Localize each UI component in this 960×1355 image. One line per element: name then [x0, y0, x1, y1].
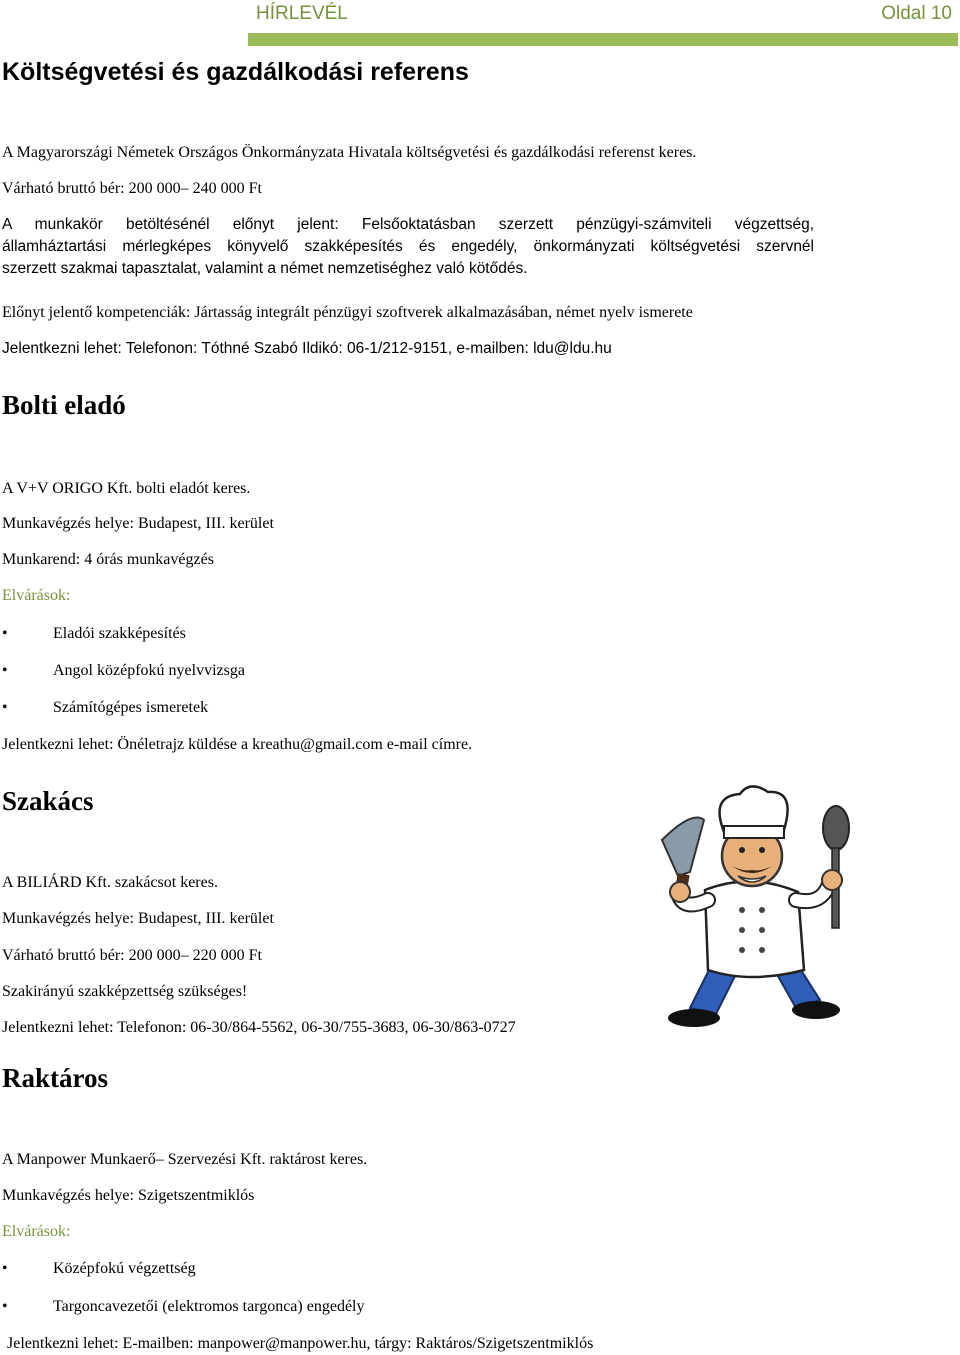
newsletter-label: HÍRLEVÉL — [256, 3, 348, 24]
s4-intro: A Manpower Munkaerő– Szervezési Kft. raktárost keres. — [2, 1151, 368, 1168]
list-item-text: Targoncavezetői (elektromos targonca) engedély — [53, 1298, 365, 1315]
s3-salary: Várható bruttó bér: 200 000– 220 000 Ft — [2, 947, 262, 964]
s1-req-line-2: államháztartási mérlegképes könyvelő szakképesítés és engedély, önkormányzati költségvetési szervnél — [2, 238, 814, 255]
s3-apply: Jelentkezni lehet: Telefonon: 06-30/864-5562, 06-30/755-3683, 06-30/863-0727 — [2, 1019, 516, 1036]
s2-location: Munkavégzés helye: Budapest, III. kerület — [2, 515, 274, 532]
section-title-szakacs: Szakács — [2, 786, 94, 816]
section-title-raktaros: Raktáros — [2, 1063, 109, 1093]
s2-intro: A V+V ORIGO Kft. bolti eladót keres. — [2, 480, 251, 497]
s2-schedule: Munkarend: 4 órás munkavégzés — [2, 551, 214, 568]
s1-apply: Jelentkezni lehet: Telefonon: Tóthné Szabó Ildikó: 06-1/212-9151, e-mailben: ldu@ldu.hu — [2, 340, 612, 357]
list-item-text: Eladói szakképesítés — [53, 625, 186, 642]
s1-competencies: Előnyt jelentő kompetenciák: Jártasság integrált pénzügyi szoftverek alkalmazásában, német nyelv ismerete — [2, 304, 693, 321]
s1-requirements — [2, 214, 814, 280]
section-title-referens: Költségvetési és gazdálkodási referens — [2, 58, 469, 86]
page-number: Oldal 10 — [881, 3, 952, 24]
bullet-icon: • — [2, 625, 8, 642]
section-title-bolti-elado: Bolti eladó — [2, 390, 126, 420]
s1-intro: A Magyarországi Németek Országos Önkormányzata Hivatala költségvetési és gazdálkodási referenst keres. — [2, 144, 697, 161]
bullet-icon: • — [2, 699, 8, 716]
s3-intro: A BILIÁRD Kft. szakácsot keres. — [2, 874, 218, 891]
s1-req-line-1: A munkakör betöltésénél előnyt jelent: Felsőoktatásban szerzett pénzügyi-számviteli végzettség, — [2, 216, 814, 233]
s4-apply: Jelentkezni lehet: E-mailben: manpower@manpower.hu, tárgy: Raktáros/Szigetszentmiklós — [7, 1335, 594, 1352]
list-item-text: Középfokú végzettség — [53, 1260, 196, 1277]
s1-req-line-3: szerzett szakmai tapasztalat, valamint a német nemzetiséghez való kötődés. — [2, 260, 528, 277]
bullet-icon: • — [2, 662, 8, 679]
s1-salary: Várható bruttó bér: 200 000– 240 000 Ft — [2, 180, 262, 197]
s4-requirements-label: Elvárások: — [2, 1223, 71, 1240]
bullet-icon: • — [2, 1260, 8, 1277]
s3-location: Munkavégzés helye: Budapest, III. kerület — [2, 910, 274, 927]
header-bar — [248, 33, 958, 46]
chef-illustration — [620, 780, 882, 1032]
s4-location: Munkavégzés helye: Szigetszentmiklós — [2, 1187, 255, 1204]
s3-qualification: Szakirányú szakképzettség szükséges! — [2, 983, 248, 1000]
s2-requirements-label: Elvárások: — [2, 587, 71, 604]
list-item-text: Számítógépes ismeretek — [53, 699, 209, 716]
s2-apply: Jelentkezni lehet: Önéletrajz küldése a kreathu@gmail.com e-mail címre. — [2, 736, 473, 753]
list-item-text: Angol középfokú nyelvvizsga — [53, 662, 245, 679]
bullet-icon: • — [2, 1298, 8, 1315]
